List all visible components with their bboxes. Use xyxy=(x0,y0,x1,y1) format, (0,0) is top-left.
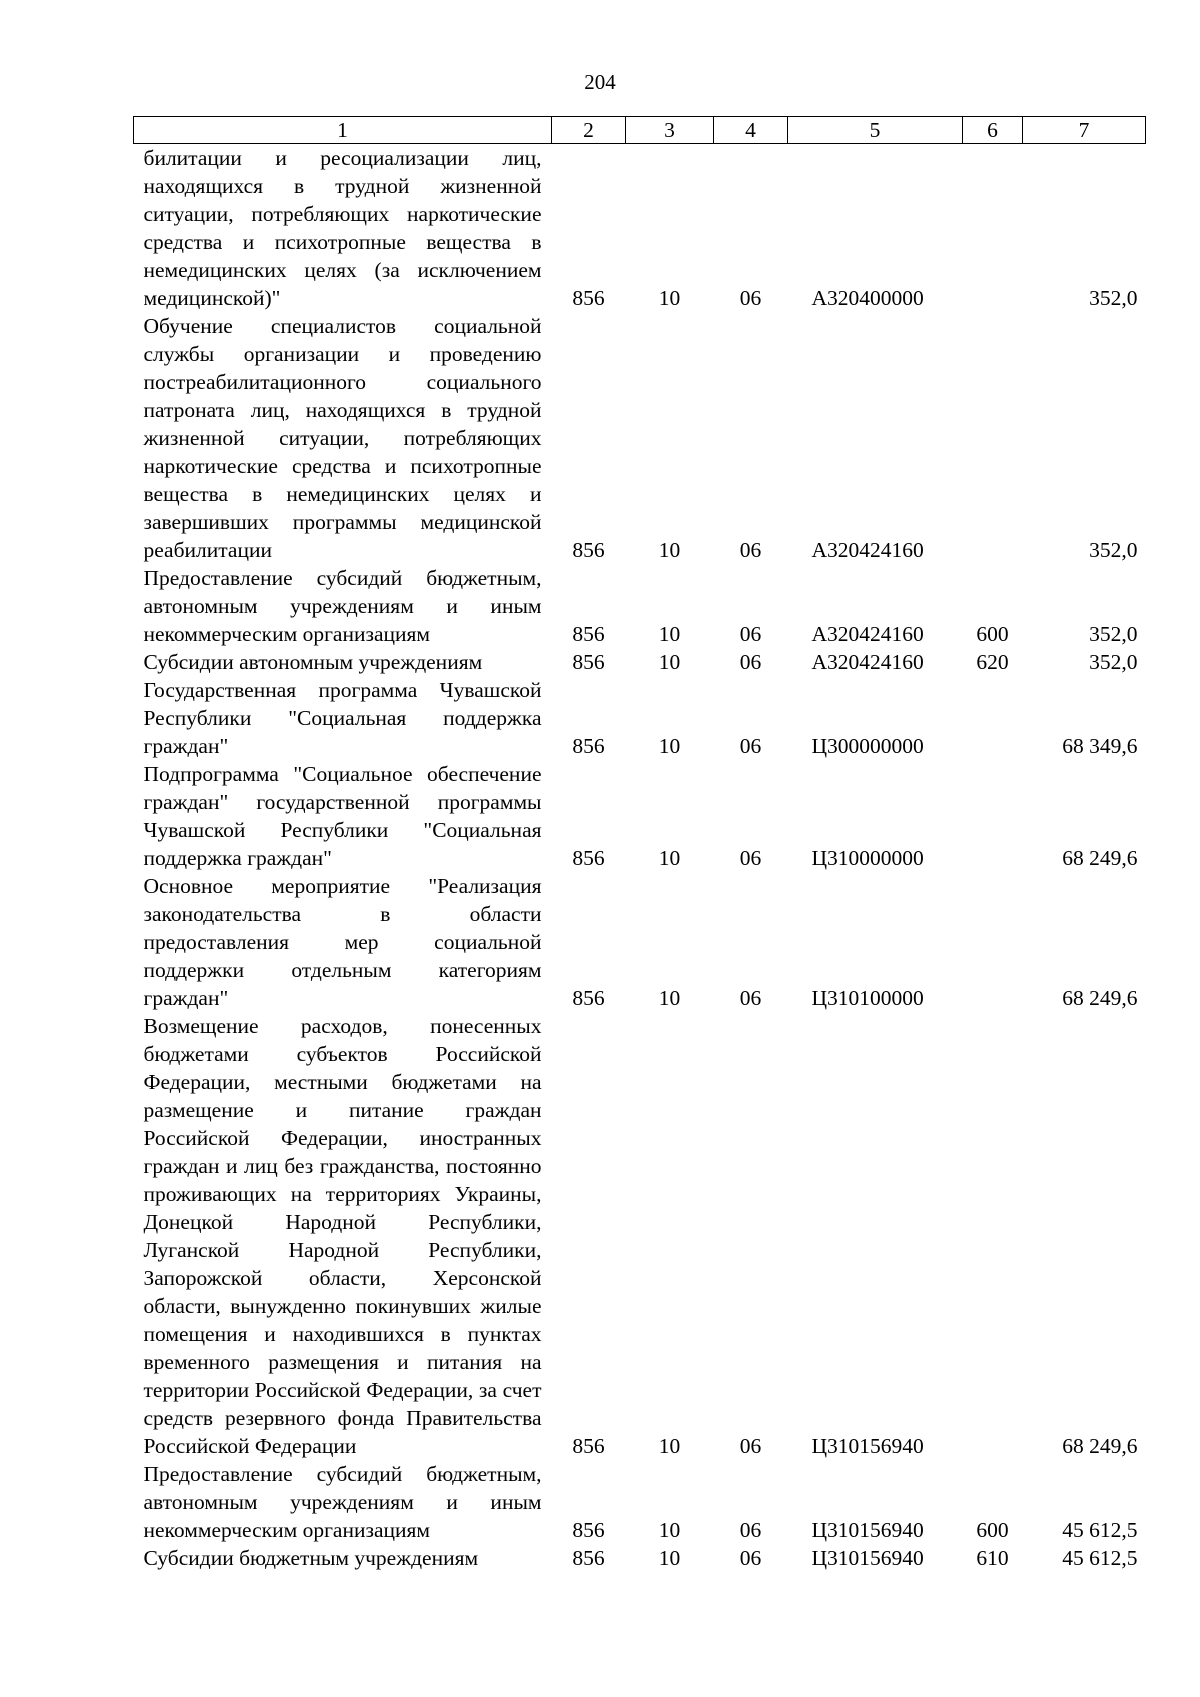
table-row xyxy=(134,564,1146,648)
target-article-cell: А320424160 xyxy=(811,650,924,674)
ministry-code-cell: 856 xyxy=(572,650,605,674)
column-header-7: 7 xyxy=(1023,117,1146,144)
expense-type-cell: 600 xyxy=(976,622,1009,646)
page-number: 204 xyxy=(584,70,616,94)
section-code-cell: 10 xyxy=(658,734,681,758)
ministry-code-cell: 856 xyxy=(572,538,605,562)
column-header-1: 1 xyxy=(134,117,552,144)
row-name-cell: Подпрограмма "Социальное обеспечение граждан" государственной программы Чувашской Республики "Социальная поддержка граждан" xyxy=(143,762,542,870)
subsection-code-cell: 06 xyxy=(739,734,762,758)
amount-cell: 68 249,6 xyxy=(1062,986,1138,1010)
amount-cell: 68 249,6 xyxy=(1062,1434,1138,1458)
subsection-code-cell: 06 xyxy=(739,650,762,674)
amount-cell: 352,0 xyxy=(1089,286,1138,310)
row-name-cell: Субсидии бюджетным учреждениям xyxy=(143,1546,479,1570)
ministry-code-cell: 856 xyxy=(572,622,605,646)
ministry-code-cell: 856 xyxy=(572,1434,605,1458)
subsection-code-cell: 06 xyxy=(739,286,762,310)
column-number-row xyxy=(134,117,1146,144)
amount-cell: 352,0 xyxy=(1089,650,1138,674)
column-header-2: 2 xyxy=(552,117,626,144)
expense-type-cell xyxy=(963,872,1023,1012)
column-header-3: 3 xyxy=(626,117,714,144)
expense-type-cell xyxy=(963,760,1023,872)
table-row xyxy=(134,144,1146,313)
expense-type-cell: 600 xyxy=(976,1518,1009,1542)
amount-cell: 68 349,6 xyxy=(1062,734,1138,758)
table-body xyxy=(134,144,1146,1573)
expense-type-cell: 620 xyxy=(976,650,1009,674)
amount-cell: 45 612,5 xyxy=(1062,1518,1138,1542)
target-article-cell: А320424160 xyxy=(811,538,924,562)
section-code-cell: 10 xyxy=(658,986,681,1010)
ministry-code-cell: 856 xyxy=(572,1518,605,1542)
table-row xyxy=(134,872,1146,1012)
row-name-cell: Возмещение расходов, понесенных бюджетами субъектов Российской Федерации, местными бюджетами на размещение и питание граждан Российской Федерации, иностранных граждан и лиц без гражданства, постоянно проживающих на территориях Украины, Донецкой Народной Республики, Луганской Народной Республики, Запорожской области, Херсонской области, вынужденно покинувших жилые помещения и находившихся в пунктах временного размещения и питания на территории Российской Федерации, за счет средств резервного фонда Правительства Российской Федерации xyxy=(143,1014,542,1458)
column-header-5: 5 xyxy=(788,117,963,144)
table-row xyxy=(134,760,1146,872)
table-row xyxy=(134,1012,1146,1460)
target-article-cell: Ц310100000 xyxy=(811,986,924,1010)
row-name-cell: Субсидии автономным учреждениям xyxy=(143,650,483,674)
amount-cell: 352,0 xyxy=(1089,622,1138,646)
subsection-code-cell: 06 xyxy=(739,1434,762,1458)
budget-table xyxy=(133,116,1146,1572)
target-article-cell: А320424160 xyxy=(811,622,924,646)
column-header-6: 6 xyxy=(963,117,1023,144)
table-row xyxy=(134,1460,1146,1544)
row-name-cell: Обучение специалистов социальной службы организации и проведению постреабилитационного социального патроната лиц, находящихся в трудной жизненной ситуации, потребляющих наркотические средства и психотропные вещества в немедицинских целях и завершивших программы медицинской реабилитации xyxy=(143,314,542,562)
section-code-cell: 10 xyxy=(658,286,681,310)
section-code-cell: 10 xyxy=(658,1434,681,1458)
section-code-cell: 10 xyxy=(658,846,681,870)
amount-cell: 45 612,5 xyxy=(1062,1546,1138,1570)
table-row xyxy=(134,312,1146,564)
section-code-cell: 10 xyxy=(658,538,681,562)
subsection-code-cell: 06 xyxy=(739,622,762,646)
expense-type-cell xyxy=(963,312,1023,564)
subsection-code-cell: 06 xyxy=(739,846,762,870)
expense-type-cell xyxy=(963,1012,1023,1460)
row-name-cell: Основное мероприятие "Реализация законодательства в области предоставления мер социальной поддержки отдельным категориям граждан" xyxy=(143,874,542,1010)
target-article-cell: Ц310156940 xyxy=(811,1546,924,1570)
subsection-code-cell: 06 xyxy=(739,538,762,562)
expense-type-cell xyxy=(963,144,1023,313)
ministry-code-cell: 856 xyxy=(572,846,605,870)
ministry-code-cell: 856 xyxy=(572,986,605,1010)
section-code-cell: 10 xyxy=(658,622,681,646)
ministry-code-cell: 856 xyxy=(572,286,605,310)
row-name-cell: Предоставление субсидий бюджетным, автономным учреждениям и иным некоммерческим организациям xyxy=(143,1462,542,1542)
amount-cell: 68 249,6 xyxy=(1062,846,1138,870)
column-header-4: 4 xyxy=(714,117,788,144)
row-name-cell: Предоставление субсидий бюджетным, автономным учреждениям и иным некоммерческим организациям xyxy=(143,566,542,646)
table-row xyxy=(134,676,1146,760)
subsection-code-cell: 06 xyxy=(739,986,762,1010)
row-name-cell: билитации и ресоциализации лиц, находящихся в трудной жизненной ситуации, потребляющих наркотические средства и психотропные вещества в немедицинских целях (за исключением медицинской)" xyxy=(143,146,542,310)
target-article-cell: Ц310156940 xyxy=(811,1518,924,1542)
target-article-cell: Ц300000000 xyxy=(811,734,924,758)
table-row xyxy=(134,1544,1146,1572)
expense-type-cell xyxy=(963,676,1023,760)
subsection-code-cell: 06 xyxy=(739,1518,762,1542)
target-article-cell: Ц310156940 xyxy=(811,1434,924,1458)
ministry-code-cell: 856 xyxy=(572,734,605,758)
section-code-cell: 10 xyxy=(658,1518,681,1542)
expense-type-cell: 610 xyxy=(976,1546,1009,1570)
ministry-code-cell: 856 xyxy=(572,1546,605,1570)
subsection-code-cell: 06 xyxy=(739,1546,762,1570)
section-code-cell: 10 xyxy=(658,1546,681,1570)
target-article-cell: Ц310000000 xyxy=(811,846,924,870)
section-code-cell: 10 xyxy=(658,650,681,674)
target-article-cell: А320400000 xyxy=(811,286,924,310)
row-name-cell: Государственная программа Чувашской Республики "Социальная поддержка граждан" xyxy=(143,678,542,758)
table-row xyxy=(134,648,1146,676)
table-header xyxy=(134,117,1146,144)
amount-cell: 352,0 xyxy=(1089,538,1138,562)
